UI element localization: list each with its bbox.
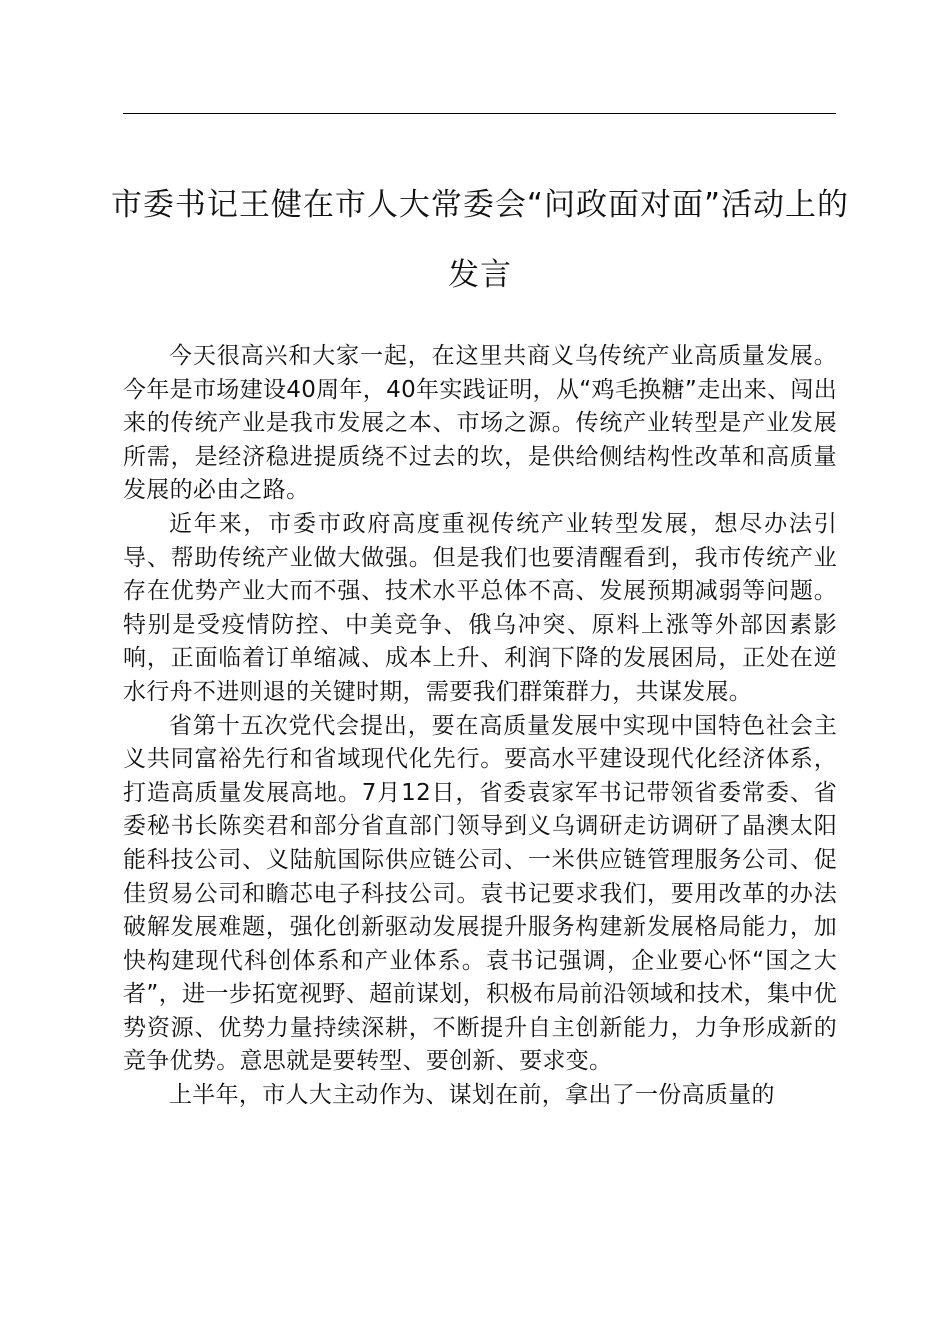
paragraph-4: 上半年，市人大主动作为、谋划在前，拿出了一份高质量的	[169, 1082, 775, 1109]
paragraph-1: 今天很高兴和大家一起，在这里共商义乌传统产业高质量发展。今年是市场建设40周年，40年实践证明，从“鸡毛换糖”走出来、闯出来的传统产业是我市发展之本、市场之源。传统产业转型是产业发展所需，是经济稳进提质绕不过去的坎，是供给侧结构性改革和高质量发展的必由之路。	[123, 343, 837, 504]
paragraph-3: 省第十五次党代会提出，要在高质量发展中实现中国特色社会主义共同富裕先行和省域现代化先行。要高水平建设现代化经济体系，打造高质量发展高地。7月12日，省委袁家军书记带领省委常委、省委秘书长陈奕君和部分省直部门领导到义乌调研走访调研了晶澳太阳能科技公司、义陆航国际供应链公司、一米供应链管理服务公司、促佳贸易公司和瞻芯电子科技公司。袁书记要求我们，要用改革的办法破解发展难题，强化创新驱动发展提升服务构建新发展格局能力，加快构建现代科创体系和产业体系。袁书记强调，企业要心怀“国之大者”，进一步拓宽视野、超前谋划，积极布局前沿领域和技术，集中优势资源、优势力量持续深耕，不断提升自主创新能力，力争形成新的竞争优势。意思就是要转型、要创新、要求变。	[123, 712, 837, 1075]
document-title: 市委书记王健在市人大常委会“问政面对面”活动上的发言	[110, 187, 850, 293]
paragraph-2: 近年来，市委市政府高度重视传统产业转型发展，想尽办法引导、帮助传统产业做大做强。但是我们也要清醒看到，我市传统产业存在优势产业大而不强、技术水平总体不高、发展预期减弱等问题。特别是受疫情防控、中美竞争、俄乌冲突、原料上涨等外部因素影响，正面临着订单缩减、成本上升、利润下降的发展困局，正处在逆水行舟不进则退的关键时期，需要我们群策群力，共谋发展。	[123, 510, 837, 705]
document-body	[123, 340, 837, 1113]
header-rule	[123, 113, 836, 114]
